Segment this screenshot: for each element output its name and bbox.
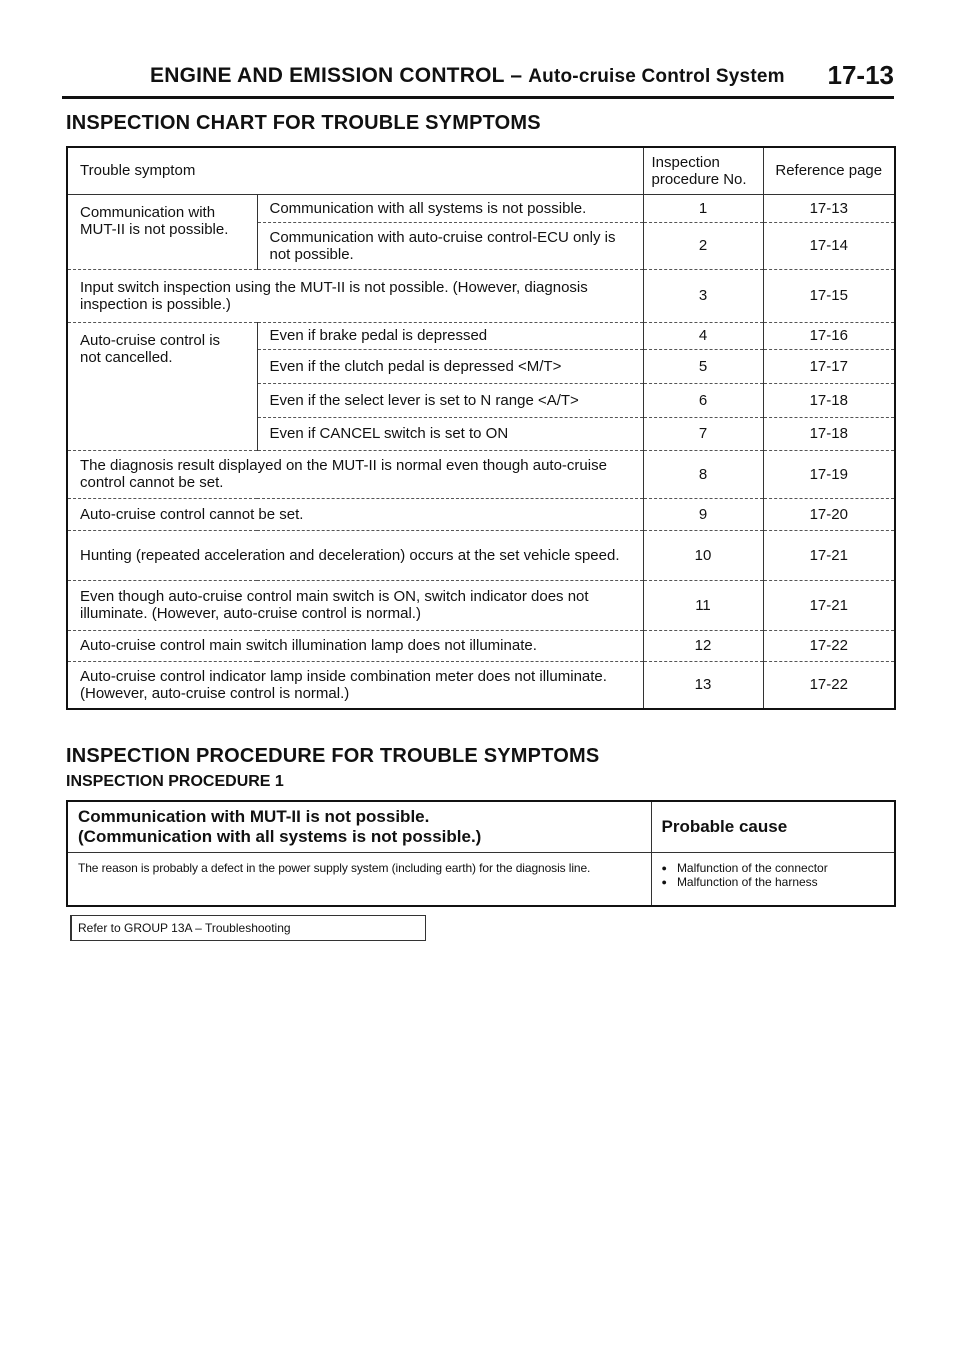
cause-item: ● Malfunction of the harness — [662, 875, 885, 889]
table-row — [67, 322, 895, 349]
group-communication: Communication with MUT-II is not possible. — [67, 194, 257, 269]
procedure-heading-line1: Communication with MUT-II is not possible. — [78, 807, 430, 826]
symptom-cell: Even if CANCEL switch is set to ON — [257, 417, 643, 450]
symptom-cell: Auto-cruise control main switch illumination lamp does not illuminate. — [67, 630, 643, 661]
table-row — [67, 661, 895, 709]
reference-page: 17-14 — [763, 222, 895, 269]
symptom-cell: Even if the select lever is set to N range <A/T> — [257, 383, 643, 417]
header-title — [150, 64, 785, 88]
page-number: 17-13 — [827, 60, 894, 90]
reference-page: 17-17 — [763, 349, 895, 383]
chart-section-title: INSPECTION CHART FOR TROUBLE SYMPTOMS — [66, 112, 541, 134]
symptom-cell: Even though auto-cruise control main switch is ON, switch indicator does not illuminate. (However, auto-cruise control is normal.) — [67, 580, 643, 630]
procedure-number: 13 — [643, 661, 763, 709]
procedure-heading-line2: (Communication with all systems is not possible.) — [78, 827, 482, 846]
symptom-cell: The diagnosis result displayed on the MUT-II is normal even though auto-cruise control cannot be set. — [67, 450, 643, 498]
procedure-number: 9 — [643, 498, 763, 530]
symptom-cell: Even if the clutch pedal is depressed <M/T> — [257, 349, 643, 383]
probable-cause-list — [651, 853, 895, 907]
reference-page: 17-18 — [763, 417, 895, 450]
table-row — [67, 630, 895, 661]
procedure-header-row — [67, 801, 895, 853]
reference-page: 17-21 — [763, 530, 895, 580]
reference-page: 17-21 — [763, 580, 895, 630]
table-row — [67, 498, 895, 530]
procedure-reason: The reason is probably a defect in the power supply system (including earth) for the diagnosis line. — [67, 853, 651, 907]
procedure-number: 2 — [643, 222, 763, 269]
procedure-subtitle: INSPECTION PROCEDURE 1 — [66, 773, 284, 790]
reference-page: 17-22 — [763, 661, 895, 709]
reference-page: 17-22 — [763, 630, 895, 661]
probable-cause-label: Probable cause — [651, 801, 895, 853]
reference-page: 17-18 — [763, 383, 895, 417]
reference-page: 17-15 — [763, 269, 895, 322]
table-row — [67, 530, 895, 580]
procedure-number: 1 — [643, 194, 763, 222]
table-row — [67, 450, 895, 498]
symptom-cell: Hunting (repeated acceleration and deceleration) occurs at the set vehicle speed. — [67, 530, 643, 580]
procedure-number: 12 — [643, 630, 763, 661]
reference-page: 17-16 — [763, 322, 895, 349]
cause-item: ● Malfunction of the connector — [662, 861, 885, 875]
header-reference-page: Reference page — [763, 147, 895, 194]
reference-page: 17-20 — [763, 498, 895, 530]
procedure-number: 4 — [643, 322, 763, 349]
header-title-main: ENGINE AND EMISSION CONTROL — [150, 64, 505, 87]
symptom-cell: Even if brake pedal is depressed — [257, 322, 643, 349]
procedure-number: 7 — [643, 417, 763, 450]
symptom-cell: Input switch inspection using the MUT-II is not possible. (However, diagnosis inspection is possible.) — [67, 269, 643, 322]
procedure-number: 3 — [643, 269, 763, 322]
header-title-sub: Auto-cruise Control System — [528, 66, 785, 87]
symptom-cell: Auto-cruise control cannot be set. — [67, 498, 643, 530]
reference-box: Refer to GROUP 13A – Troubleshooting — [70, 915, 426, 941]
procedure-table — [66, 800, 896, 907]
chart-header-row — [67, 147, 895, 194]
table-row — [67, 580, 895, 630]
procedure-number: 10 — [643, 530, 763, 580]
reference-page: 17-13 — [763, 194, 895, 222]
inspection-chart-table — [66, 146, 896, 710]
header-trouble-symptom: Trouble symptom — [67, 147, 643, 194]
procedure-number: 8 — [643, 450, 763, 498]
table-row — [67, 194, 895, 222]
procedure-number: 11 — [643, 580, 763, 630]
procedure-body-row — [67, 853, 895, 907]
table-row — [67, 269, 895, 322]
symptom-cell: Communication with all systems is not possible. — [257, 194, 643, 222]
symptom-cell: Communication with auto-cruise control-ECU only is not possible. — [257, 222, 643, 269]
reference-page: 17-19 — [763, 450, 895, 498]
symptom-cell: Auto-cruise control indicator lamp inside combination meter does not illuminate. (However, auto-cruise control is normal.) — [67, 661, 643, 709]
procedure-number: 6 — [643, 383, 763, 417]
group-not-cancelled: Auto-cruise control is not cancelled. — [67, 322, 257, 450]
procedure-heading — [67, 801, 651, 853]
procedure-number: 5 — [643, 349, 763, 383]
header-inspection-procedure: Inspection procedure No. — [643, 147, 763, 194]
page-header — [62, 60, 894, 99]
header-title-dash: – — [510, 64, 523, 87]
procedure-section-title: INSPECTION PROCEDURE FOR TROUBLE SYMPTOMS — [66, 745, 600, 767]
